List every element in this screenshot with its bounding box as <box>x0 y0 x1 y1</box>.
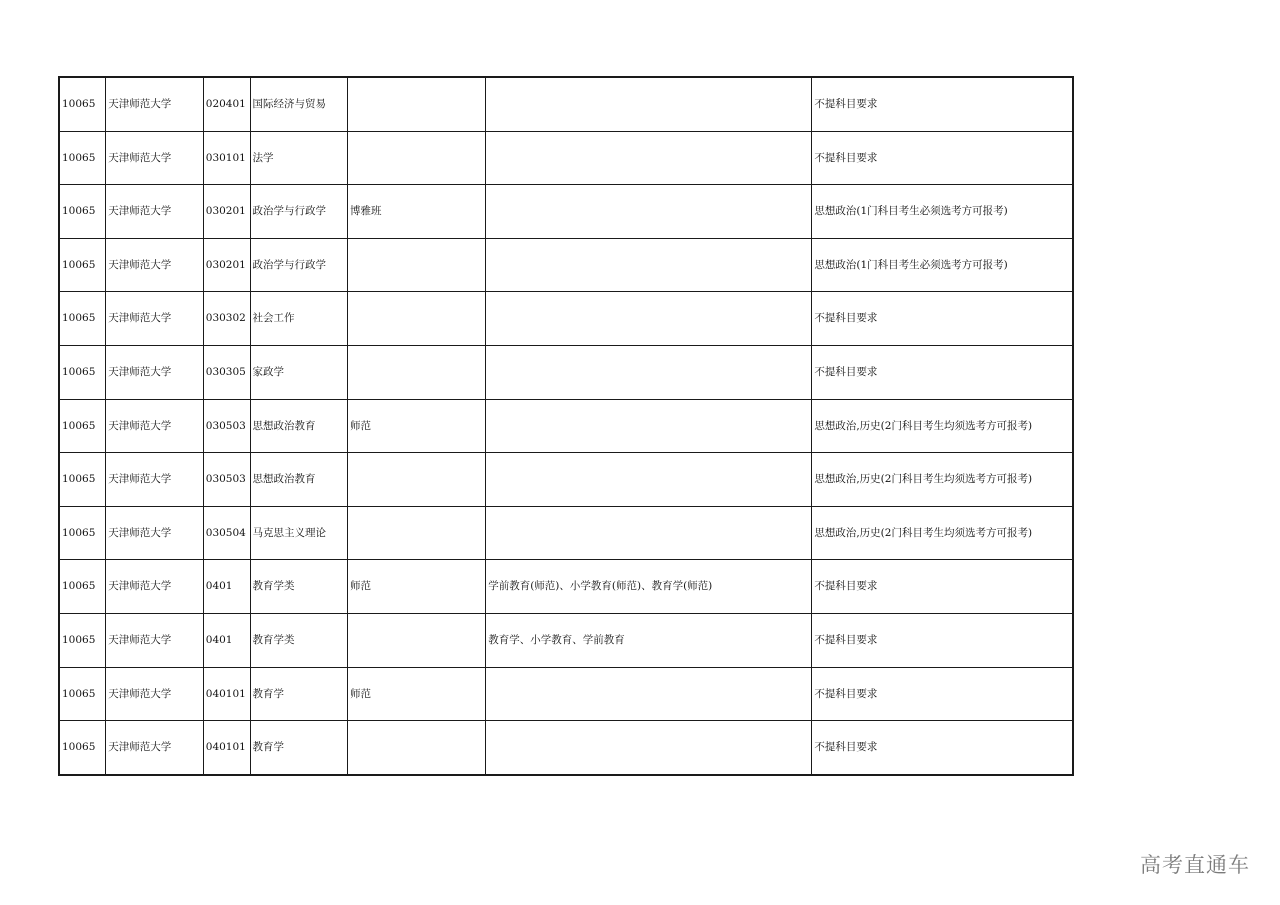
table-row <box>59 506 1073 560</box>
note-cell <box>348 453 486 507</box>
school-name-cell: 天津师范大学 <box>106 131 204 185</box>
school-name-cell: 天津师范大学 <box>106 345 204 399</box>
school-name-cell: 天津师范大学 <box>106 560 204 614</box>
includes-cell <box>486 667 812 721</box>
table-row <box>59 238 1073 292</box>
table-row <box>59 131 1073 185</box>
note-cell: 师范 <box>348 399 486 453</box>
major-code-cell: 030101 <box>203 131 250 185</box>
note-cell <box>348 721 486 775</box>
watermark: 高考直通车 <box>1140 853 1250 877</box>
requirement-cell: 不提科目要求 <box>812 131 1073 185</box>
table-row <box>59 185 1073 239</box>
requirements-table <box>58 76 1074 776</box>
table-row <box>59 399 1073 453</box>
requirement-cell: 思想政治,历史(2门科目考生均须选考方可报考) <box>812 506 1073 560</box>
note-cell: 博雅班 <box>348 185 486 239</box>
school-code-cell: 10065 <box>59 77 106 131</box>
school-name-cell: 天津师范大学 <box>106 77 204 131</box>
major-code-cell: 030201 <box>203 238 250 292</box>
school-name-cell: 天津师范大学 <box>106 613 204 667</box>
includes-cell <box>486 238 812 292</box>
note-cell <box>348 238 486 292</box>
requirement-cell: 不提科目要求 <box>812 345 1073 399</box>
school-code-cell: 10065 <box>59 131 106 185</box>
requirement-cell: 思想政治,历史(2门科目考生均须选考方可报考) <box>812 399 1073 453</box>
requirement-cell: 思想政治(1门科目考生必须选考方可报考) <box>812 238 1073 292</box>
major-name-cell: 教育学类 <box>250 560 348 614</box>
school-code-cell: 10065 <box>59 345 106 399</box>
school-name-cell: 天津师范大学 <box>106 399 204 453</box>
major-code-cell: 030503 <box>203 399 250 453</box>
note-cell <box>348 345 486 399</box>
major-name-cell: 家政学 <box>250 345 348 399</box>
major-name-cell: 法学 <box>250 131 348 185</box>
major-name-cell: 思想政治教育 <box>250 453 348 507</box>
school-code-cell: 10065 <box>59 506 106 560</box>
major-code-cell: 0401 <box>203 560 250 614</box>
note-cell: 师范 <box>348 667 486 721</box>
school-code-cell: 10065 <box>59 292 106 346</box>
major-name-cell: 政治学与行政学 <box>250 185 348 239</box>
school-name-cell: 天津师范大学 <box>106 453 204 507</box>
note-cell <box>348 131 486 185</box>
table-row <box>59 721 1073 775</box>
school-code-cell: 10065 <box>59 560 106 614</box>
major-name-cell: 教育学 <box>250 721 348 775</box>
school-name-cell: 天津师范大学 <box>106 667 204 721</box>
school-code-cell: 10065 <box>59 399 106 453</box>
includes-cell <box>486 292 812 346</box>
note-cell <box>348 506 486 560</box>
major-code-cell: 040101 <box>203 721 250 775</box>
major-code-cell: 0401 <box>203 613 250 667</box>
major-code-cell: 030503 <box>203 453 250 507</box>
school-name-cell: 天津师范大学 <box>106 506 204 560</box>
school-name-cell: 天津师范大学 <box>106 185 204 239</box>
table-body <box>59 77 1073 775</box>
includes-cell <box>486 399 812 453</box>
table-row <box>59 667 1073 721</box>
note-cell: 师范 <box>348 560 486 614</box>
school-code-cell: 10065 <box>59 613 106 667</box>
table-row <box>59 560 1073 614</box>
table-row <box>59 345 1073 399</box>
major-name-cell: 思想政治教育 <box>250 399 348 453</box>
includes-cell <box>486 721 812 775</box>
school-name-cell: 天津师范大学 <box>106 238 204 292</box>
requirement-cell: 思想政治,历史(2门科目考生均须选考方可报考) <box>812 453 1073 507</box>
major-name-cell: 政治学与行政学 <box>250 238 348 292</box>
note-cell <box>348 613 486 667</box>
includes-cell: 教育学、小学教育、学前教育 <box>486 613 812 667</box>
table-row <box>59 292 1073 346</box>
includes-cell <box>486 506 812 560</box>
school-code-cell: 10065 <box>59 238 106 292</box>
major-code-cell: 030201 <box>203 185 250 239</box>
requirement-cell: 不提科目要求 <box>812 613 1073 667</box>
school-name-cell: 天津师范大学 <box>106 292 204 346</box>
requirement-cell: 不提科目要求 <box>812 292 1073 346</box>
requirement-cell: 不提科目要求 <box>812 560 1073 614</box>
includes-cell <box>486 131 812 185</box>
major-code-cell: 030302 <box>203 292 250 346</box>
major-name-cell: 教育学 <box>250 667 348 721</box>
school-name-cell: 天津师范大学 <box>106 721 204 775</box>
table-row <box>59 77 1073 131</box>
requirement-cell: 不提科目要求 <box>812 721 1073 775</box>
requirement-cell: 不提科目要求 <box>812 77 1073 131</box>
includes-cell <box>486 185 812 239</box>
major-code-cell: 030504 <box>203 506 250 560</box>
major-name-cell: 社会工作 <box>250 292 348 346</box>
table-row <box>59 453 1073 507</box>
school-code-cell: 10065 <box>59 185 106 239</box>
includes-cell <box>486 77 812 131</box>
school-code-cell: 10065 <box>59 667 106 721</box>
includes-cell: 学前教育(师范)、小学教育(师范)、教育学(师范) <box>486 560 812 614</box>
table-row <box>59 613 1073 667</box>
requirement-cell: 思想政治(1门科目考生必须选考方可报考) <box>812 185 1073 239</box>
includes-cell <box>486 345 812 399</box>
school-code-cell: 10065 <box>59 721 106 775</box>
major-name-cell: 教育学类 <box>250 613 348 667</box>
major-code-cell: 020401 <box>203 77 250 131</box>
major-code-cell: 040101 <box>203 667 250 721</box>
school-code-cell: 10065 <box>59 453 106 507</box>
includes-cell <box>486 453 812 507</box>
major-name-cell: 马克思主义理论 <box>250 506 348 560</box>
note-cell <box>348 77 486 131</box>
major-code-cell: 030305 <box>203 345 250 399</box>
major-name-cell: 国际经济与贸易 <box>250 77 348 131</box>
note-cell <box>348 292 486 346</box>
requirement-cell: 不提科目要求 <box>812 667 1073 721</box>
